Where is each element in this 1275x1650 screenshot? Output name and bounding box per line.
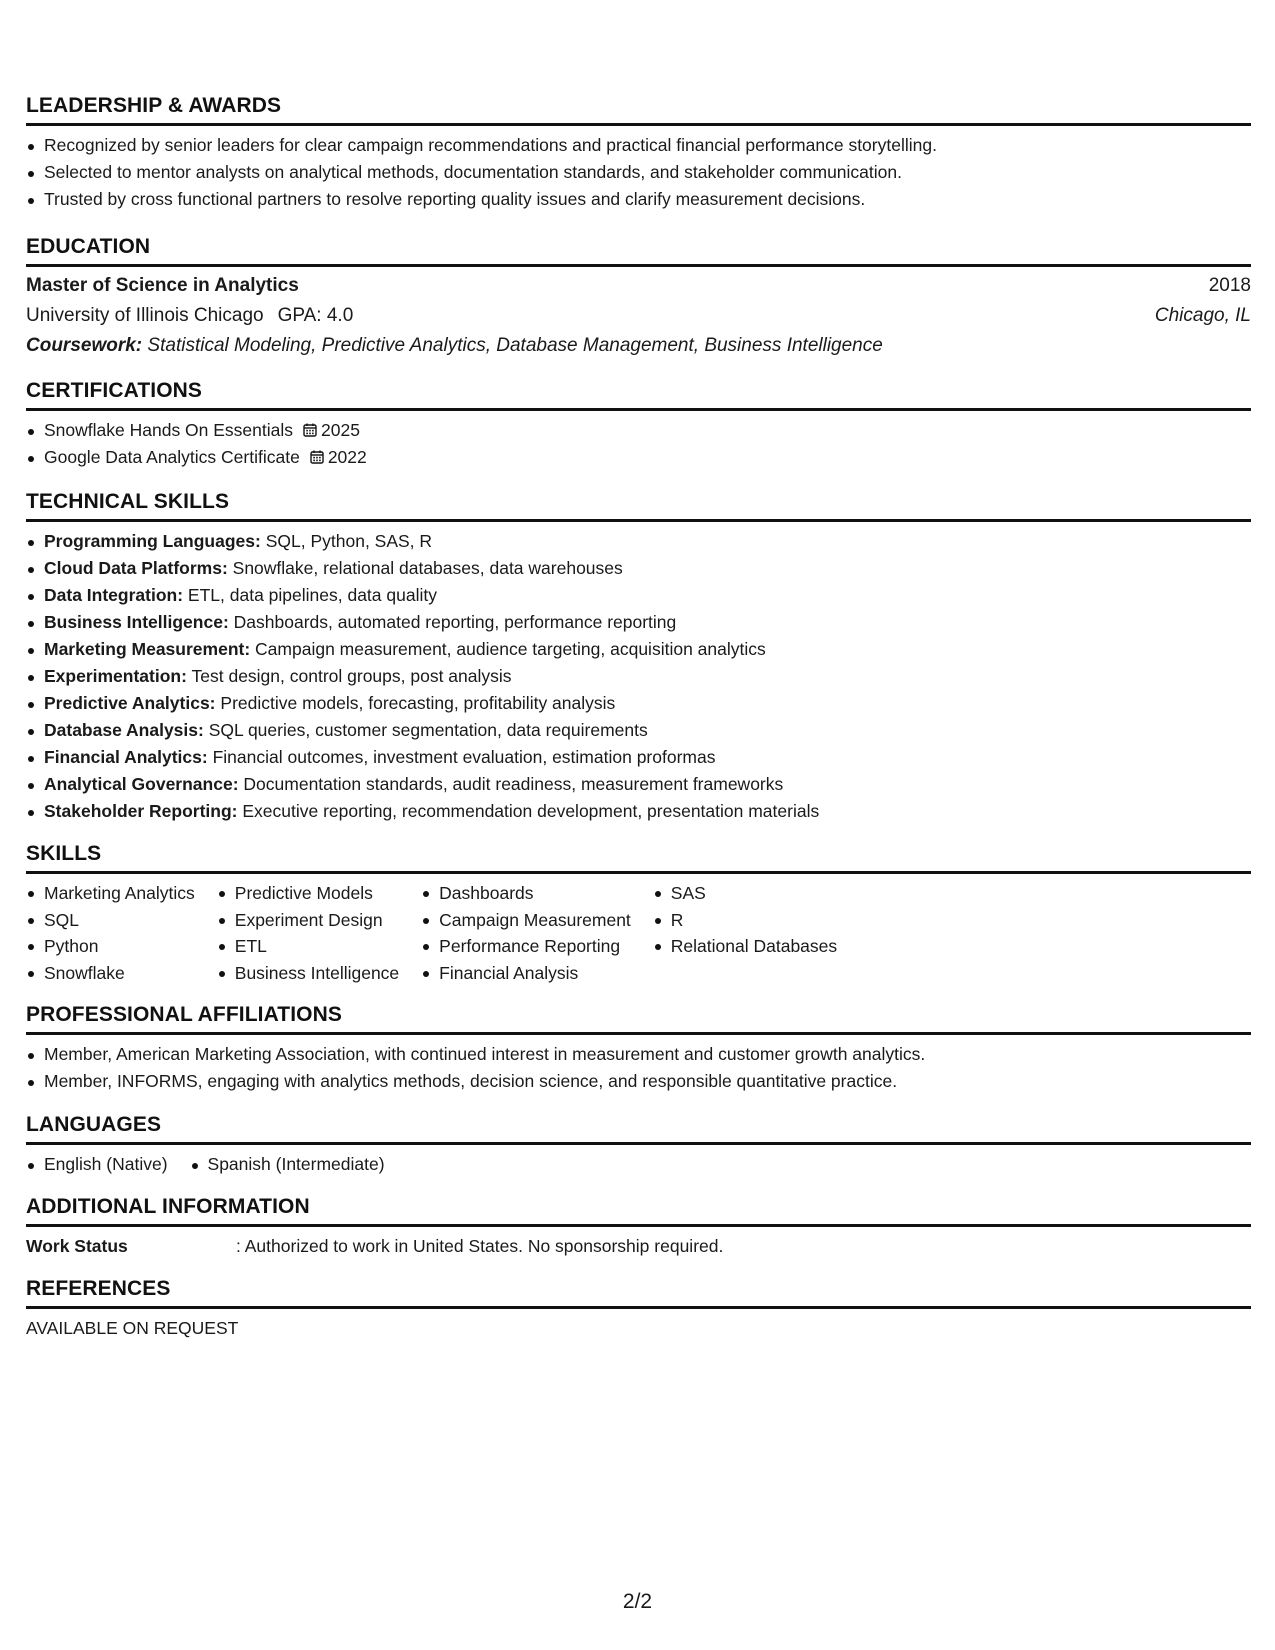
skills-column xyxy=(26,880,195,986)
list-item: Dashboards xyxy=(421,880,631,907)
list-item: SAS xyxy=(653,880,837,907)
skills-grid xyxy=(26,880,1251,986)
technical-skills-section xyxy=(26,488,1251,825)
skill-category-value: Financial outcomes, investment evaluation, estimation proformas xyxy=(212,747,716,767)
list-item: Snowflake xyxy=(26,960,195,987)
list-item xyxy=(26,636,1251,663)
skill-category-value: Predictive models, forecasting, profitability analysis xyxy=(220,693,616,713)
skill-category-label: Predictive Analytics: xyxy=(44,693,216,713)
languages-title: LANGUAGES xyxy=(26,1111,1251,1145)
list-item xyxy=(26,582,1251,609)
graduation-year: 2018 xyxy=(1208,275,1251,296)
work-status-value: : Authorized to work in United States. No sponsorship required. xyxy=(236,1236,724,1256)
list-item: R xyxy=(653,907,837,934)
education-title: EDUCATION xyxy=(26,233,1251,267)
skill-category-value: Snowflake, relational databases, data warehouses xyxy=(232,558,623,578)
list-item xyxy=(26,609,1251,636)
school-location: Chicago, IL xyxy=(1154,305,1251,326)
list-item xyxy=(26,417,1251,444)
list-item: ETL xyxy=(217,933,399,960)
leadership-section xyxy=(26,92,1251,213)
references-title: REFERENCES xyxy=(26,1275,1251,1309)
list-item: Relational Databases xyxy=(653,933,837,960)
list-item xyxy=(26,528,1251,555)
skill-category-value: ETL, data pipelines, data quality xyxy=(187,585,437,605)
page-number: 2/2 xyxy=(622,1590,653,1613)
list-item: English (Native) xyxy=(26,1151,168,1178)
list-item xyxy=(26,798,1251,825)
list-item xyxy=(26,663,1251,690)
list-item: Performance Reporting xyxy=(421,933,631,960)
school-name: University of Illinois Chicago xyxy=(26,305,264,326)
education-degree-row xyxy=(26,271,1251,301)
coursework-list: Statistical Modeling, Predictive Analytics, Database Management, Business Intelligence xyxy=(147,335,883,356)
skill-category-label: Marketing Measurement: xyxy=(44,639,251,659)
list-item xyxy=(26,771,1251,798)
certifications-list xyxy=(26,417,1251,471)
certification-name: Snowflake Hands On Essentials xyxy=(44,420,294,440)
skill-category-value: SQL, Python, SAS, R xyxy=(265,531,433,551)
certifications-title: CERTIFICATIONS xyxy=(26,377,1251,411)
skills-column xyxy=(217,880,399,986)
education-section xyxy=(26,233,1251,361)
list-item: Spanish (Intermediate) xyxy=(190,1151,385,1178)
degree-name: Master of Science in Analytics xyxy=(26,275,299,296)
languages-list xyxy=(26,1151,1251,1178)
list-item: Business Intelligence xyxy=(217,960,399,987)
affiliations-section xyxy=(26,1001,1251,1095)
list-item xyxy=(26,444,1251,471)
list-item: Experiment Design xyxy=(217,907,399,934)
leadership-title: LEADERSHIP & AWARDS xyxy=(26,92,1251,126)
calendar-icon xyxy=(310,450,324,464)
skill-category-label: Programming Languages: xyxy=(44,531,261,551)
skill-category-label: Database Analysis: xyxy=(44,720,204,740)
certification-name: Google Data Analytics Certificate xyxy=(44,447,300,467)
skill-category-label: Financial Analytics: xyxy=(44,747,208,767)
skill-category-value: Test design, control groups, post analysis xyxy=(191,666,512,686)
work-status-row xyxy=(26,1231,1251,1261)
skill-category-value: Documentation standards, audit readiness, measurement frameworks xyxy=(243,774,784,794)
list-item: Python xyxy=(26,933,195,960)
skill-category-label: Business Intelligence: xyxy=(44,612,229,632)
skill-category-value: Dashboards, automated reporting, performance reporting xyxy=(233,612,677,632)
list-item: Marketing Analytics xyxy=(26,880,195,907)
skills-title: SKILLS xyxy=(26,840,1251,874)
certifications-section xyxy=(26,377,1251,471)
coursework-label: Coursework: xyxy=(26,335,143,356)
skill-category-label: Data Integration: xyxy=(44,585,184,605)
skills-section xyxy=(26,840,1251,986)
skills-column xyxy=(421,880,631,986)
affiliations-title: PROFESSIONAL AFFILIATIONS xyxy=(26,1001,1251,1035)
additional-info-title: ADDITIONAL INFORMATION xyxy=(26,1193,1251,1227)
list-item: Predictive Models xyxy=(217,880,399,907)
education-school-row xyxy=(26,301,1251,331)
affiliations-list xyxy=(26,1041,1251,1095)
skill-category-label: Stakeholder Reporting: xyxy=(44,801,238,821)
skill-category-value: Executive reporting, recommendation development, presentation materials xyxy=(242,801,820,821)
list-item: Trusted by cross functional partners to resolve reporting quality issues and clarify measurement decisions. xyxy=(26,186,1251,213)
certification-year: 2022 xyxy=(327,447,367,467)
calendar-icon xyxy=(303,423,317,437)
resume-page xyxy=(26,92,1251,1343)
additional-info-section xyxy=(26,1193,1251,1261)
list-item: Financial Analysis xyxy=(421,960,631,987)
skills-column xyxy=(653,880,837,986)
skill-category-value: SQL queries, customer segmentation, data requirements xyxy=(208,720,648,740)
list-item: Recognized by senior leaders for clear campaign recommendations and practical financial performance storytelling. xyxy=(26,132,1251,159)
list-item xyxy=(26,555,1251,582)
technical-skills-title: TECHNICAL SKILLS xyxy=(26,488,1251,522)
certification-year: 2025 xyxy=(321,420,360,440)
list-item: Selected to mentor analysts on analytical methods, documentation standards, and stakeholder communication. xyxy=(26,159,1251,186)
work-status-label: Work Status xyxy=(26,1236,128,1256)
list-item: Member, INFORMS, engaging with analytics methods, decision science, and responsible quantitative practice. xyxy=(26,1068,1251,1095)
list-item: Member, American Marketing Association, with continued interest in measurement and customer growth analytics. xyxy=(26,1041,1251,1068)
list-item xyxy=(26,690,1251,717)
skill-category-label: Analytical Governance: xyxy=(44,774,239,794)
list-item: Campaign Measurement xyxy=(421,907,631,934)
list-item xyxy=(26,717,1251,744)
skill-category-label: Cloud Data Platforms: xyxy=(44,558,228,578)
references-text: AVAILABLE ON REQUEST xyxy=(26,1318,239,1338)
gpa: GPA: 4.0 xyxy=(277,305,354,326)
leadership-list xyxy=(26,132,1251,213)
skill-category-label: Experimentation: xyxy=(44,666,187,686)
languages-section xyxy=(26,1111,1251,1178)
coursework xyxy=(26,331,1251,361)
technical-skills-list xyxy=(26,528,1251,825)
list-item: SQL xyxy=(26,907,195,934)
skill-category-value: Campaign measurement, audience targeting, acquisition analytics xyxy=(255,639,766,659)
list-item xyxy=(26,744,1251,771)
references-section xyxy=(26,1275,1251,1343)
